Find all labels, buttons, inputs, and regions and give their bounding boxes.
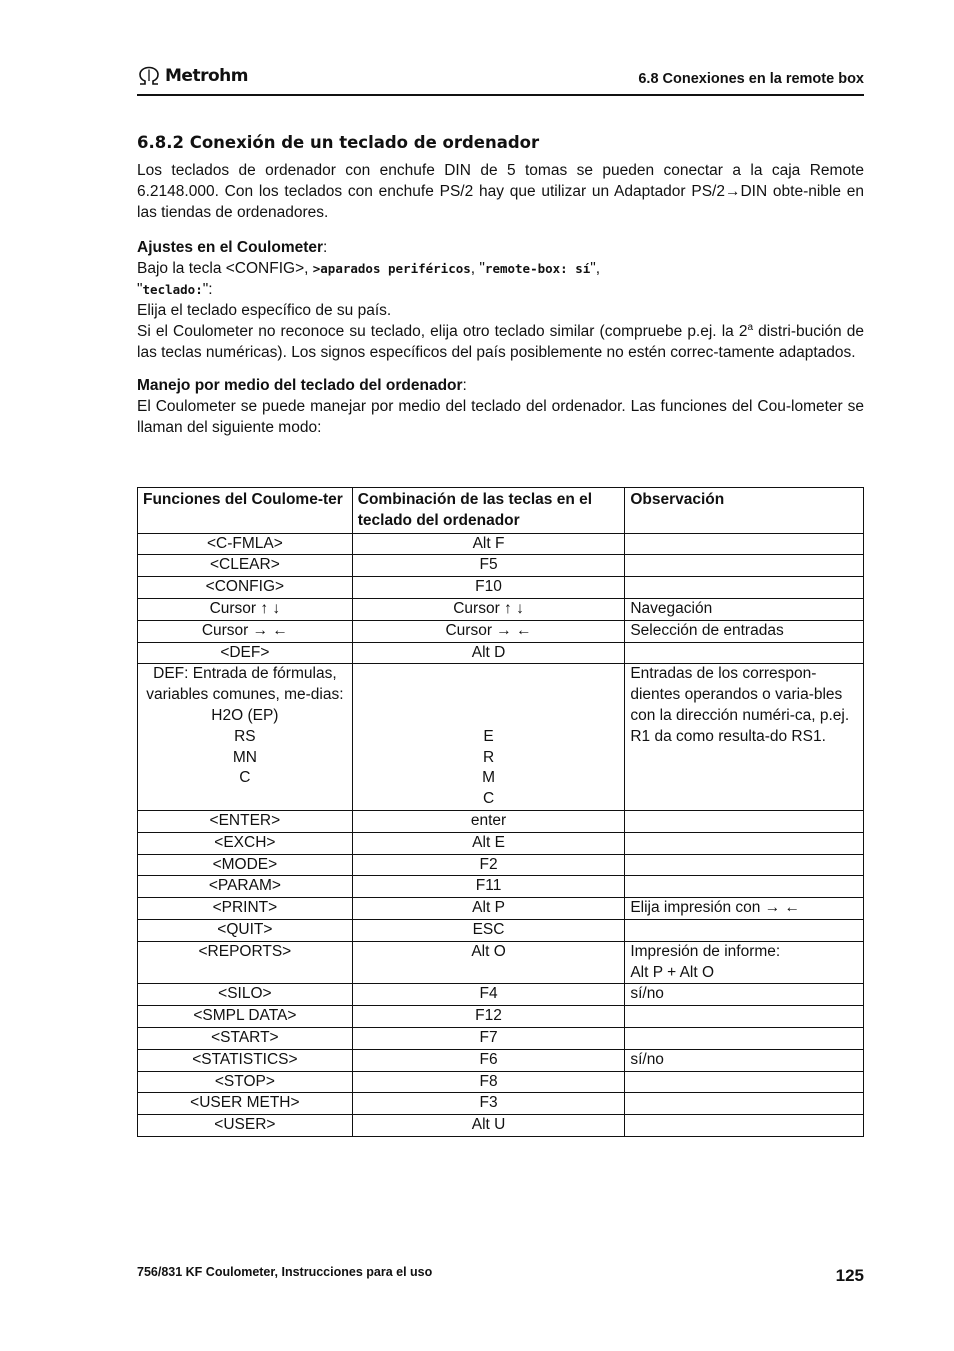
table-header-cell: Observación [625,488,864,534]
key-combination-cell: F2 [352,854,625,876]
table-row [138,1115,864,1137]
key-combination-cell: Alt D [352,642,625,664]
remark-cell [625,810,864,832]
function-cell: <CLEAR> [138,555,353,577]
key-combination-cell: F4 [352,984,625,1006]
function-cell: <SMPL DATA> [138,1006,353,1028]
table-row [138,1006,864,1028]
key-combination-cell: Cursor → ← [352,620,625,642]
brand-name: Metrohm [165,66,248,86]
usage-heading: Manejo por medio del teclado del ordenador [137,377,463,394]
table-row [138,810,864,832]
function-cell: <STATISTICS> [138,1049,353,1071]
settings-line4: Si el Coulometer no reconoce su teclado, elija otro teclado similar (compruebe p.ej. la 2$^a$ distri-bución de las teclas numéricas). Los signos específicos del país posiblemente no estén correc-tamente adaptados. [137,321,864,361]
key-combination-cell: F7 [352,1027,625,1049]
function-cell: <START> [138,1027,353,1049]
table-row [138,664,864,811]
remark-cell [625,919,864,941]
usage-text: El Coulometer se puede manejar por medio del teclado del ordenador. Las funciones del Cou-lometer se llaman del siguiente modo: [137,398,864,436]
function-cell: DEF: Entrada de fórmulas, variables comunes, me-dias: H2O (EP) RS MN C [138,664,353,811]
function-cell: <PARAM> [138,876,353,898]
function-cell: <MODE> [138,854,353,876]
function-cell: <C-FMLA> [138,533,353,555]
key-combination-cell: F8 [352,1071,625,1093]
key-combination-cell: Alt U [352,1115,625,1137]
remark-cell [625,1115,864,1137]
settings-heading: Ajustes en el Coulometer [137,239,324,256]
remark-cell [625,1071,864,1093]
table-row [138,1071,864,1093]
remark-cell [625,533,864,555]
key-combination-cell: Cursor ↑ ↓ [352,598,625,620]
table-row [138,642,864,664]
table-row [138,1049,864,1071]
table-row [138,1093,864,1115]
remark-cell [625,642,864,664]
table-row [138,854,864,876]
remark-cell: Selección de entradas [625,620,864,642]
table-row [138,898,864,920]
remark-cell [625,1006,864,1028]
footer-document-title: 756/831 KF Coulometer, Instrucciones para el uso [137,1265,433,1279]
settings-block: Ajustes en el Coulometer: Bajo la tecla <CONFIG>, >aparados periféricos, "remote-box: sí", "teclado:": Elija el teclado específico de su país. Si el Coulometer no reconoce su teclado, elija otro teclado similar (compruebe p.ej. la 2$^a$ distri-bución de las teclas numéricas). Los signos específicos del país posiblemente no estén correc-tamente adaptados. [137,239,864,361]
table-row [138,919,864,941]
settings-line1-prefix: Bajo la tecla <CONFIG>, [137,260,313,277]
table-row [138,577,864,599]
function-cell: <USER METH> [138,1093,353,1115]
section-title: 6.8.2 Conexión de un teclado de ordenador [137,133,540,152]
function-cell: <EXCH> [138,832,353,854]
key-combination-cell: F10 [352,577,625,599]
remark-cell: Impresión de informe: Alt P + Alt O [625,941,864,984]
section-reference: 6.8 Conexiones en la remote box [638,71,864,87]
remark-cell [625,854,864,876]
key-combination-cell: F3 [352,1093,625,1115]
key-combination-cell: E R M C [352,664,625,811]
key-combination-cell: F12 [352,1006,625,1028]
key-combination-cell: ESC [352,919,625,941]
key-combination-cell: F6 [352,1049,625,1071]
menu-item-teclado: teclado: [142,282,203,297]
keyboard-functions-table [137,487,864,1137]
key-combination-cell: F11 [352,876,625,898]
page-number: 125 [835,1266,864,1285]
function-cell: <PRINT> [138,898,353,920]
intro-paragraph: Los teclados de ordenador con enchufe DIN de 5 tomas se pueden conectar a la caja Remote 6.2148.000. Con los teclados con enchufe PS/2 hay que utilizar un Adaptador PS/2→DIN obte-nible en las tiendas de ordenadores. [137,162,864,221]
key-combination-cell: F5 [352,555,625,577]
function-cell: <CONFIG> [138,577,353,599]
function-cell: <QUIT> [138,919,353,941]
table-row [138,620,864,642]
table-row [138,984,864,1006]
remark-cell [625,577,864,599]
key-combination-cell: Alt O [352,941,625,984]
key-combination-cell: enter [352,810,625,832]
remark-cell [625,1027,864,1049]
function-cell: <DEF> [138,642,353,664]
table-row [138,598,864,620]
remark-cell [625,832,864,854]
main-content [137,132,864,438]
function-cell: <ENTER> [138,810,353,832]
table-header-row [138,488,864,534]
remark-cell [625,876,864,898]
brand-logo [137,66,248,86]
table-header-cell: Combinación de las teclas en el teclado del ordenador [352,488,625,534]
key-combination-cell: Alt F [352,533,625,555]
menu-item-perifericos: >aparados periféricos [312,261,471,276]
menu-item-remote-box: remote-box: sí [484,261,591,276]
remark-cell [625,555,864,577]
function-cell: Cursor → ← [138,620,353,642]
remark-cell: Elija impresión con → ← [625,898,864,920]
table-row [138,941,864,984]
settings-line3: Elija el teclado específico de su país. [137,302,392,319]
remark-cell: Entradas de los correspon-dientes operandos o varia-bles con la dirección numéri-ca, p.ej. R1 da como resulta-do RS1. [625,664,864,811]
remark-cell: sí/no [625,984,864,1006]
table-row [138,533,864,555]
key-combination-cell: Alt P [352,898,625,920]
function-cell: Cursor ↑ ↓ [138,598,353,620]
remark-cell: Navegación [625,598,864,620]
function-cell: <SILO> [138,984,353,1006]
table-row [138,876,864,898]
remark-cell: sí/no [625,1049,864,1071]
table-row [138,832,864,854]
function-cell: <REPORTS> [138,941,353,984]
usage-block: Manejo por medio del teclado del ordenador: El Coulometer se puede manejar por medio del teclado del ordenador. Las funciones del Cou-lometer se llaman del siguiente modo: [137,377,864,436]
omega-logo-icon [137,66,161,86]
table-row [138,1027,864,1049]
function-cell: <USER> [138,1115,353,1137]
table-header-cell: Funciones del Coulome-ter [138,488,353,534]
key-combination-cell: Alt E [352,832,625,854]
page-header [137,62,864,96]
table-row [138,555,864,577]
function-cell: <STOP> [138,1071,353,1093]
remark-cell [625,1093,864,1115]
